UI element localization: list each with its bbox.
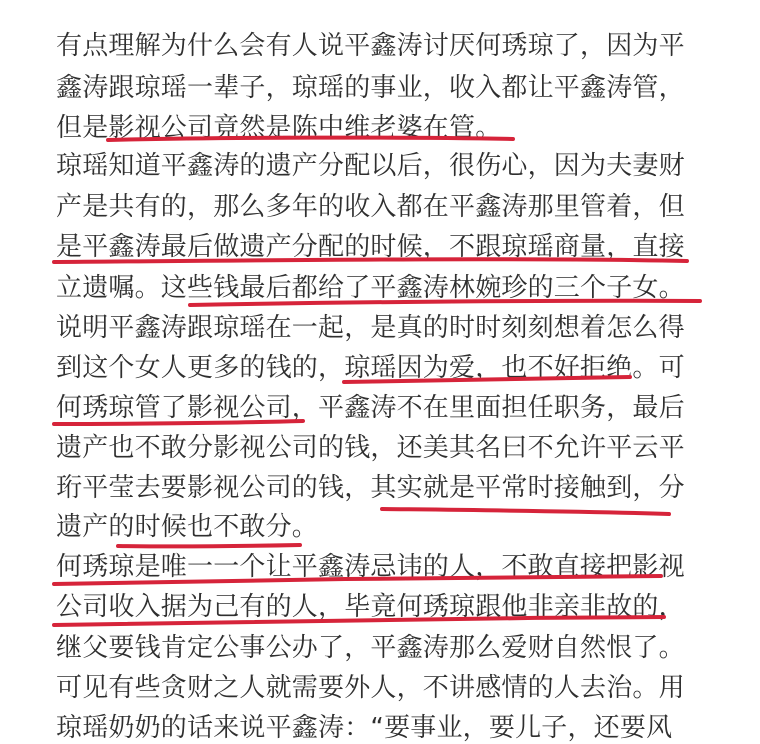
text-line-9: 到这个女人更多的钱的，琼瑶因为爱，也不好拒绝。可 (56, 353, 685, 383)
underline-mark-7 (118, 545, 300, 546)
text-line-18: 琼瑶奶奶的话来说平鑫涛：“要事业，要儿子，还要风 (56, 713, 673, 743)
text-line-2: 鑫涛跟琼瑶一辈子，琼瑶的事业，收入都让平鑫涛管， (56, 73, 685, 103)
text-line-4: 琼瑶知道平鑫涛的遗产分配以后，很伤心，因为夫妻财 (56, 151, 685, 181)
underline-mark-6 (382, 509, 669, 514)
text-line-15: 公司收入据为己有的人，毕竟何琇琼跟他非亲非故的， (56, 592, 685, 622)
text-line-11: 遗产也不敢分影视公司的钱，还美其名曰不允许平云平 (56, 433, 685, 463)
text-line-3: 但是影视公司竟然是陈中维老婆在管。 (56, 113, 502, 143)
text-line-16: 继父要钱肯定公事公办了，平鑫涛那么爱财自然恨了。 (56, 633, 685, 663)
text-line-12: 珩平莹去要影视公司的钱，其实就是平常时接触到，分 (56, 473, 685, 503)
text-line-10: 何琇琼管了影视公司，平鑫涛不在里面担任职务，最后 (56, 393, 685, 423)
text-line-14: 何琇琼是唯一一个让平鑫涛忌讳的人，不敢直接把影视 (56, 552, 685, 582)
text-line-6: 是平鑫涛最后做遗产分配的时候，不跟琼瑶商量，直接 (56, 232, 685, 262)
text-line-13: 遗产的时候也不敢分。 (56, 512, 319, 542)
text-line-8: 说明平鑫涛跟琼瑶在一起，是真的时时刻刻想着怎么得 (56, 313, 685, 343)
text-line-17: 可见有些贪财之人就需要外人，不讲感情的人去治。用 (56, 673, 685, 703)
text-line-1: 有点理解为什么会有人说平鑫涛讨厌何琇琼了，因为平 (56, 31, 685, 61)
text-line-7: 立遗嘱。这些钱最后都给了平鑫涛林婉珍的三个子女。 (56, 273, 685, 303)
text-line-5: 产是共有的，那么多年的收入都在平鑫涛那里管着，但 (56, 192, 685, 222)
